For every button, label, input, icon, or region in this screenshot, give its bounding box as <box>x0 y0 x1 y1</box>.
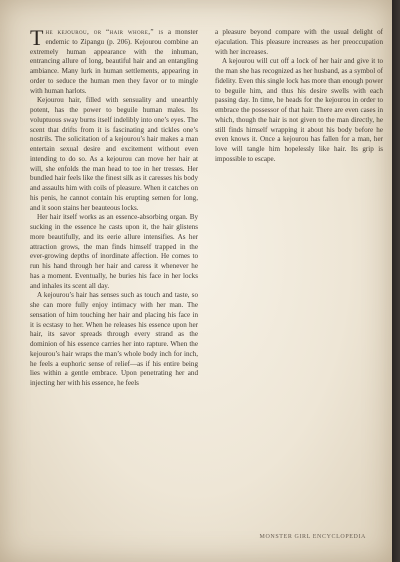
article-paragraph-5: a pleasure beyond compare with the usual delight of ejaculation. This pleasure increases as her preoccupation with her increases. <box>215 28 383 56</box>
article-paragraph-3: Her hair itself works as an essence-absorbing organ. By sucking in the essence he casts upon it, the hair glistens more beautifully, and its eerie allure intensifies. As her attraction grows, the man finds himself trapped in the ever-growing depths of inordinate affection. He comes to run his hand through her hair and caress it whenever he has a moment. Eventually, he buries his face in her locks and inhales its scent all day. <box>30 213 198 290</box>
drop-cap: T <box>30 25 44 50</box>
article-paragraph-1 <box>30 25 198 96</box>
text-column-right <box>215 28 383 165</box>
text-column-left <box>30 25 198 389</box>
article-paragraph-2: Kejourou hair, filled with sensuality and unearthly potent, has the power to beguile human males. Its voluptuous sway burns itself indelibly into one’s eyes. The scent that drifts from it is fascinating and tickles one’s nostrils. The solicitation of a kejourou’s hair makes a man entertain sexual desire and excitement without even intending to do so. As a kejourou can move her hair at will, she enfolds the man head to toe in her tresses. Her bundled hair feels like the finest silk as it caresses his body and assaults him with coils of pleasure. When it catches on his penis, he cannot contain his erupting semen for long, and it soon stains her beauteous locks. <box>30 96 198 212</box>
running-footer-title: MONSTER GIRL ENCYCLOPEDIA <box>259 534 366 540</box>
article-paragraph-6: A kejourou will cut off a lock of her hair and give it to the man she has recognized as her husband, as a symbol of fidelity. Even this single lock has more than enough power to beguile him, and thus his desire swells with each passing day. In time, he heads for the kejourou in order to embrace the possessor of that hair. There are even cases in which, though the hair is not given to the man directly, he still finds himself wrapping it about his body before he even knows it. Once a kejourou has fallen for a man, her love will tangle him hopelessly like hair. Its grip is impossible to escape. <box>215 57 383 163</box>
book-edge <box>392 0 400 562</box>
lead-in-smallcaps: he kejourou, or “hair whore,” is <box>45 28 164 36</box>
paragraph-text: a monster endemic to Zipangu (p. 206). Kejourou combine an extremely human appearance with the inhuman, entrancing allure of long, beautiful hair and an entangling ambiance. Many lurk in human settlements, appearing in order to seduce the human men they favor or to mingle with human harlots. <box>30 28 198 95</box>
article-paragraph-4: A kejourou’s hair has senses such as touch and taste, so she can more fully enjoy intimacy with her man. The sensation of him touching her hair and placing his face in it is ecstasy to her. When he releases his essence upon her hair, its savor spreads through every strand as the dominion of his essence carries her into rapture. When the kejourou’s hair wraps the man’s whole body inch for inch, he feels a euphoric sense of relief—as if his entire being lies within a gentle embrace. Upon penetrating her and injecting her with his essence, he feels <box>30 291 198 387</box>
